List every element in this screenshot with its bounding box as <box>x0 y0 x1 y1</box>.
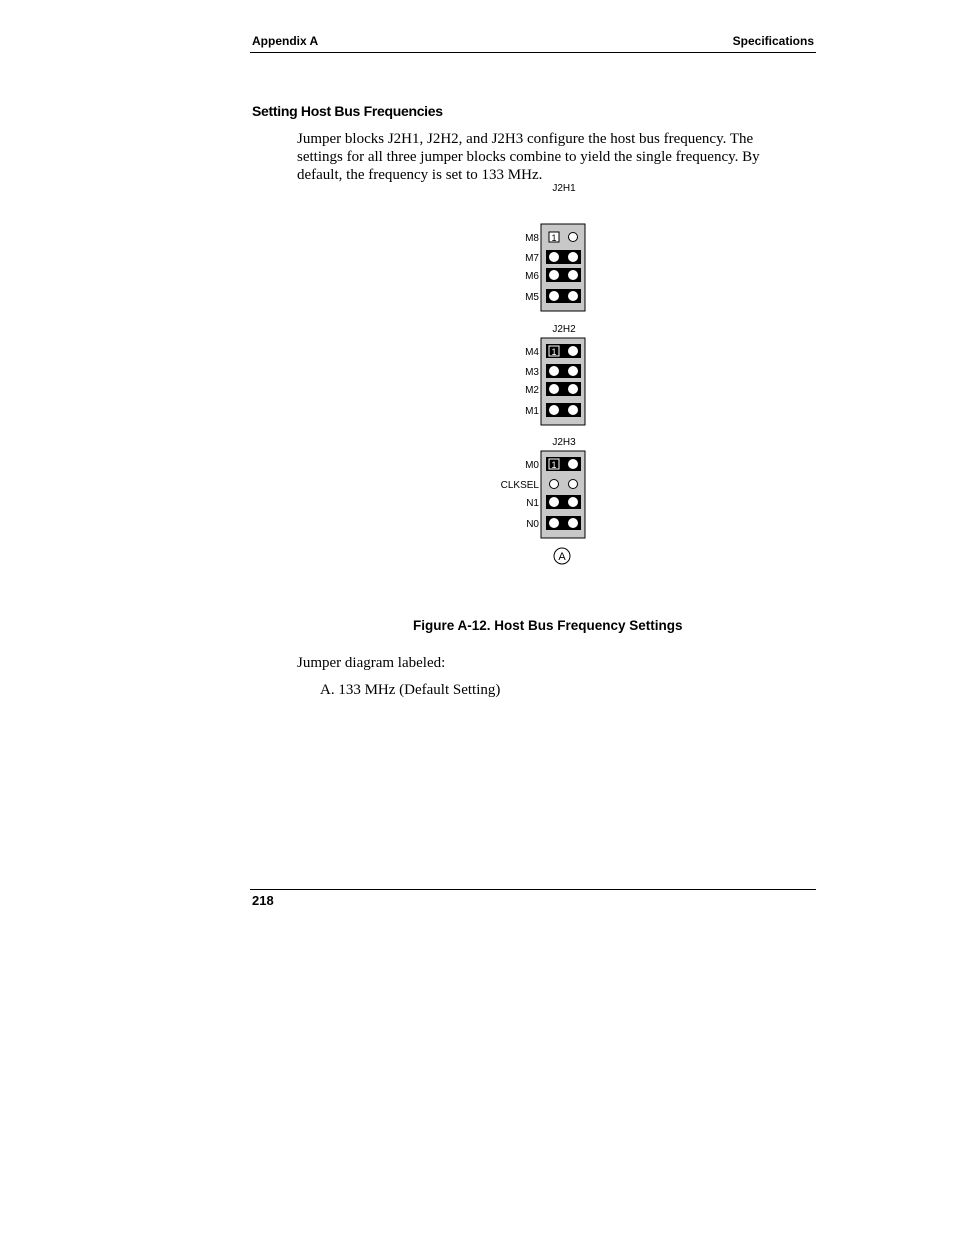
legend-intro: Jumper diagram labeled: <box>297 655 446 671</box>
jumper-block-title: J2H3 <box>552 437 576 448</box>
jumper-row-label: M0 <box>525 460 539 471</box>
jumper-row-label: N0 <box>526 519 539 530</box>
jumper-block-j2h1 <box>525 183 585 311</box>
jumper-row-label: M7 <box>525 253 539 264</box>
jumper-row-label: N1 <box>526 498 539 509</box>
pin <box>569 292 578 301</box>
pin <box>550 292 559 301</box>
jumper-row <box>526 495 581 509</box>
section-title: Setting Host Bus Frequencies <box>252 103 443 119</box>
running-header-chapter: Appendix A <box>252 34 319 48</box>
pin <box>550 367 559 376</box>
pin-one-mark: 1 <box>551 233 557 243</box>
intro-line: default, the frequency is set to 133 MHz. <box>297 167 543 183</box>
pin <box>550 406 559 415</box>
pin <box>550 480 559 489</box>
pin <box>550 498 559 507</box>
footer-rule <box>250 889 816 890</box>
jumper-row <box>525 250 581 264</box>
pin <box>569 460 578 469</box>
jumper-row-label: M8 <box>525 233 539 244</box>
jumper-row-label: CLKSEL <box>500 480 539 491</box>
jumper-row <box>525 457 581 471</box>
running-header-section: Specifications <box>732 34 814 48</box>
callout-marker <box>554 548 570 564</box>
jumper-row <box>525 344 581 358</box>
jumper-block-title: J2H2 <box>552 324 576 335</box>
pin <box>569 498 578 507</box>
jumper-row <box>525 382 581 396</box>
pin <box>550 253 559 262</box>
jumper-diagram <box>0 0 954 600</box>
jumper-row-label: M4 <box>525 347 539 358</box>
pin <box>550 519 559 528</box>
page-number: 218 <box>252 893 274 908</box>
jumper-row <box>525 268 581 282</box>
intro-line: settings for all three jumper blocks combine to yield the single frequency. By <box>297 149 760 165</box>
pin <box>569 367 578 376</box>
jumper-row <box>525 403 581 417</box>
jumper-block-j2h2 <box>525 324 585 425</box>
callout-letter: A <box>558 551 566 563</box>
pin <box>569 406 578 415</box>
jumper-block-j2h3 <box>501 437 585 538</box>
pin <box>569 253 578 262</box>
jumper-block-title: J2H1 <box>552 183 576 194</box>
jumper-row <box>525 289 581 303</box>
jumper-row <box>525 364 581 378</box>
intro-line: Jumper blocks J2H1, J2H2, and J2H3 configure the host bus frequency. The <box>297 131 754 147</box>
pin <box>550 385 559 394</box>
pin <box>569 347 578 356</box>
jumper-row <box>526 516 581 530</box>
jumper-row-label: M2 <box>525 385 539 396</box>
legend-item-a: A. 133 MHz (Default Setting) <box>320 682 501 698</box>
pin-one-mark: 1 <box>551 347 557 357</box>
pin <box>569 519 578 528</box>
figure-caption: Figure A-12. Host Bus Frequency Settings <box>413 618 683 633</box>
jumper-row-label: M6 <box>525 271 539 282</box>
jumper-row-label: M1 <box>525 406 539 417</box>
pin <box>569 233 578 242</box>
jumper-row-label: M5 <box>525 292 539 303</box>
pin-one-mark: 1 <box>551 460 557 470</box>
pin <box>569 271 578 280</box>
pin <box>569 480 578 489</box>
jumper-row-label: M3 <box>525 367 539 378</box>
pin <box>550 271 559 280</box>
pin <box>569 385 578 394</box>
